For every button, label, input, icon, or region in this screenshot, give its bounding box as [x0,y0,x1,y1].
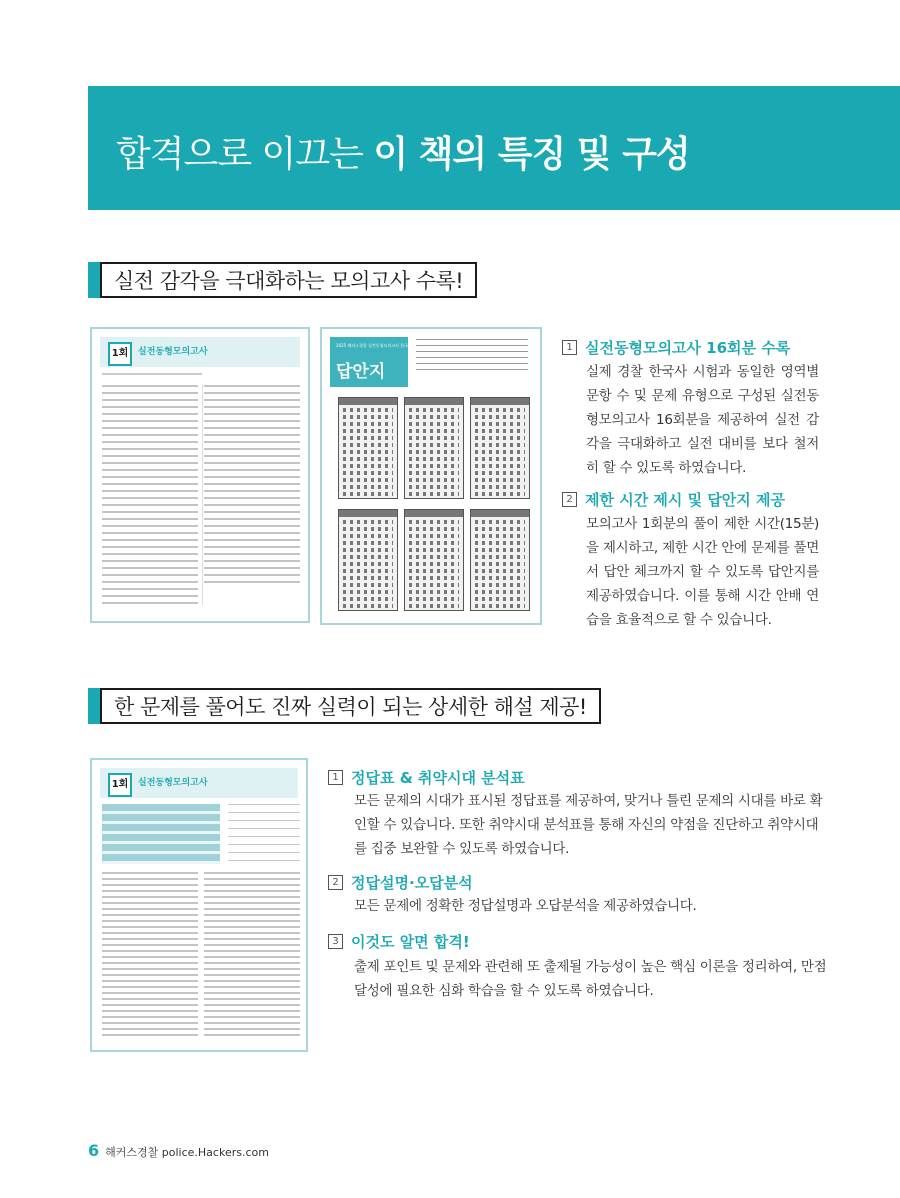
page-title-light: 합격으로 이끄는 [116,134,374,175]
section1-item2-title [562,489,785,510]
answer-sheet-instructions [416,339,528,375]
page-number: 6 [88,1141,100,1160]
section2-item2-title [328,872,473,893]
section2-item1-number: 1 [328,770,343,785]
explanation-page-thumbnail [90,758,308,1052]
explanation-round-badge: 1회 [108,773,132,797]
section2-item3-title [328,931,470,952]
exam-question-column-left [102,385,198,607]
explanation-thumbnail-title: 실전동형모의고사 [138,778,208,788]
section1-item2-title-text: 제한 시간 제시 및 답안지 제공 [585,491,785,509]
answer-sheet-header [330,337,416,387]
exam-question-column-right [204,385,300,585]
page-footer [88,1141,269,1160]
section2-item2-number: 2 [328,875,343,890]
section1-item1-title-text: 실전동형모의고사 16회분 수록 [585,339,791,357]
explanation-column-left [102,872,198,1036]
section2-item1-body: 모든 문제의 시대가 표시된 정답표를 제공하여, 맞거나 틀린 문제의 시대를 바로 확인할 수 있습니다. 또한 취약시대 분석표를 통해 자신의 약점을 진단하고 취약시대를 집중 보완할 수 있도록 하였습니다. [354,793,823,857]
page-title-bold: 이 책의 특징 및 구성 [373,134,690,175]
section2-heading [88,688,601,724]
exam-thumbnail-header [100,337,300,367]
section1-heading [88,262,477,298]
section2-item1-title [328,767,525,788]
answer-card [404,509,464,611]
section2-item3-title-text: 이것도 알면 합격! [351,933,470,951]
section1-item1-body: 실제 경찰 한국사 시험과 동일한 영역별 문항 수 및 문제 유형으로 구성된 실전동형모의고사 16회분을 제공하여 실전 감각을 극대화하고 실전 대비를 보다 철저히 할 수 있도록 하였습니다. [586,364,819,476]
exam-column-divider [202,385,203,605]
explanation-column-right [204,872,300,1036]
section2-heading-bar [88,688,100,724]
section2-item3-number: 3 [328,934,343,949]
section1-item1-number: 1 [562,340,577,355]
section1-item2-number: 2 [562,492,577,507]
answer-sheet-series: 2025 해커스경찰 실전동형모의고사 한국사 1 [336,343,416,348]
section1-item1-title [562,337,790,358]
exam-info-line [102,373,202,375]
answer-sheet-title: 답안지 [336,362,386,382]
section2-heading-label: 한 문제를 풀어도 진짜 실력이 되는 상세한 해설 제공! [100,688,601,724]
answer-sheet-thumbnail [320,327,542,625]
section2-item3-body: 출제 포인트 및 문제와 관련해 또 출제될 가능성이 높은 핵심 이론을 정리하여, 만점 달성에 필요한 심화 학습을 할 수 있도록 하였습니다. [354,959,827,999]
exam-thumbnail-title: 실전동형모의고사 [138,347,208,357]
answer-key-table [102,804,220,864]
footer-text: 해커스경찰 police.Hackers.com [105,1146,269,1159]
exam-round-badge: 1회 [108,342,132,366]
section1-item2-body: 모의고사 1회분의 풀이 제한 시간(15분)을 제시하고, 제한 시간 안에 문제를 풀면서 답안 체크까지 할 수 있도록 답안지를 제공하였습니다. 이를 통해 시간 안배 연습을 효율적으로 할 수 있습니다. [586,516,819,628]
section2-item2-body: 모든 문제에 정확한 정답설명과 오답분석을 제공하였습니다. [354,898,697,914]
page-title [116,126,690,177]
explanation-thumbnail-header [100,768,298,798]
section1-heading-label: 실전 감각을 극대화하는 모의고사 수록! [100,262,477,298]
answer-card [470,509,530,611]
section1-heading-bar [88,262,100,298]
answer-card [404,397,464,499]
answer-card [338,397,398,499]
weak-period-table [228,804,300,864]
answer-card [338,509,398,611]
section2-item1-title-text: 정답표 & 취약시대 분석표 [351,769,525,787]
exam-page-thumbnail [90,327,310,623]
section2-item2-title-text: 정답설명·오답분석 [351,874,473,892]
answer-card [470,397,530,499]
